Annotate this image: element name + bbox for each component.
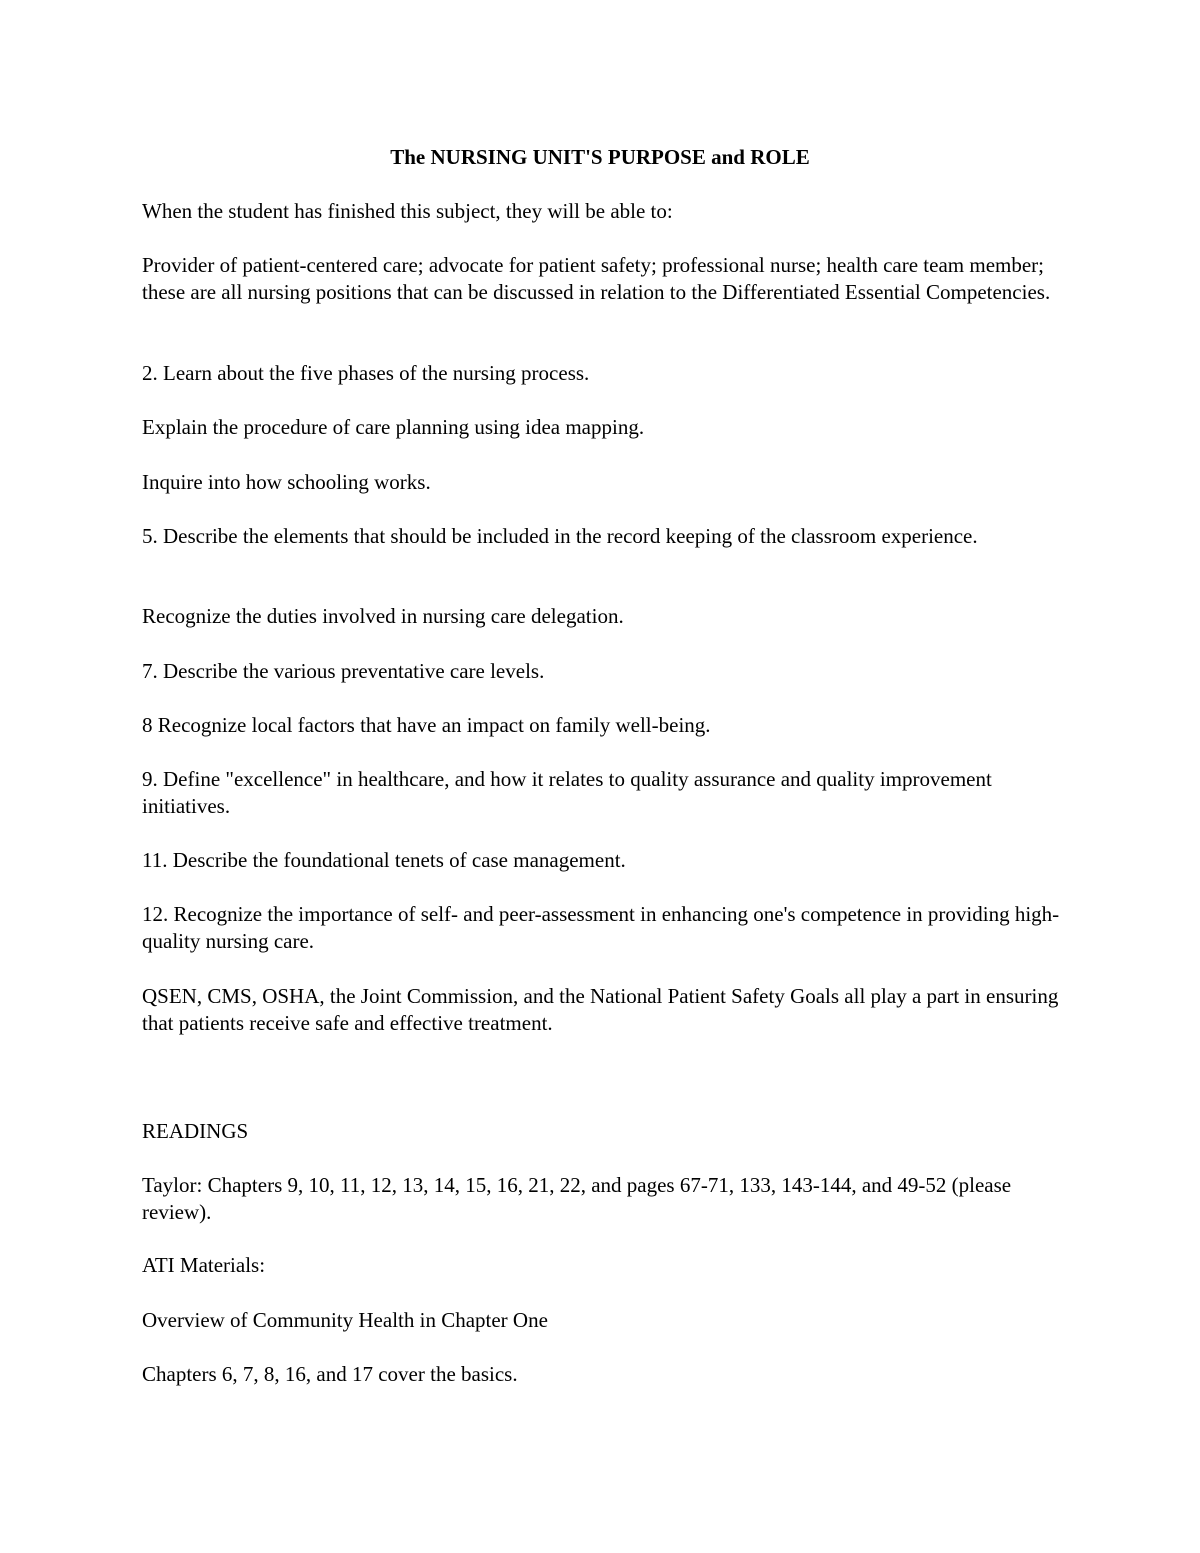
readings-heading: READINGS	[142, 1119, 249, 1143]
objective-paragraph: 7. Describe the various preventative care levels.	[142, 659, 545, 683]
intro-paragraph: When the student has finished this subject, they will be able to:	[142, 199, 673, 223]
reading-paragraph: Taylor: Chapters 9, 10, 11, 12, 13, 14, 15, 16, 21, 22, and pages 67-71, 133, 143-144, and 49-52 (please review).	[142, 1173, 1012, 1224]
objective-paragraph: 12. Recognize the importance of self- and peer-assessment in enhancing one's competence in providing high-quality nursing care.	[142, 902, 1060, 953]
reading-paragraph: Overview of Community Health in Chapter One	[142, 1308, 548, 1332]
objective-paragraph: 11. Describe the foundational tenets of case management.	[142, 848, 626, 872]
objective-paragraph: 8 Recognize local factors that have an impact on family well-being.	[142, 713, 711, 737]
objective-paragraph: Inquire into how schooling works.	[142, 470, 431, 494]
objective-paragraph: Recognize the duties involved in nursing care delegation.	[142, 604, 624, 628]
objective-paragraph: 9. Define "excellence" in healthcare, and how it relates to quality assurance and quality improvement initiatives.	[142, 767, 992, 818]
objective-paragraph: Provider of patient-centered care; advocate for patient safety; professional nurse; health care team member; these are all nursing positions that can be discussed in relation to the Differentiated Essential Competencies.	[142, 253, 1051, 304]
objective-paragraph: 2. Learn about the five phases of the nursing process.	[142, 361, 590, 385]
objective-paragraph: Explain the procedure of care planning using idea mapping.	[142, 415, 645, 439]
objective-paragraph: 5. Describe the elements that should be included in the record keeping of the classroom experience.	[142, 524, 978, 548]
document-title: The NURSING UNIT'S PURPOSE and ROLE	[390, 145, 810, 169]
reading-paragraph: ATI Materials:	[142, 1253, 266, 1277]
objective-paragraph: QSEN, CMS, OSHA, the Joint Commission, and the National Patient Safety Goals all play a part in ensuring that patients receive safe and effective treatment.	[142, 984, 1059, 1035]
reading-paragraph: Chapters 6, 7, 8, 16, and 17 cover the basics.	[142, 1362, 518, 1386]
